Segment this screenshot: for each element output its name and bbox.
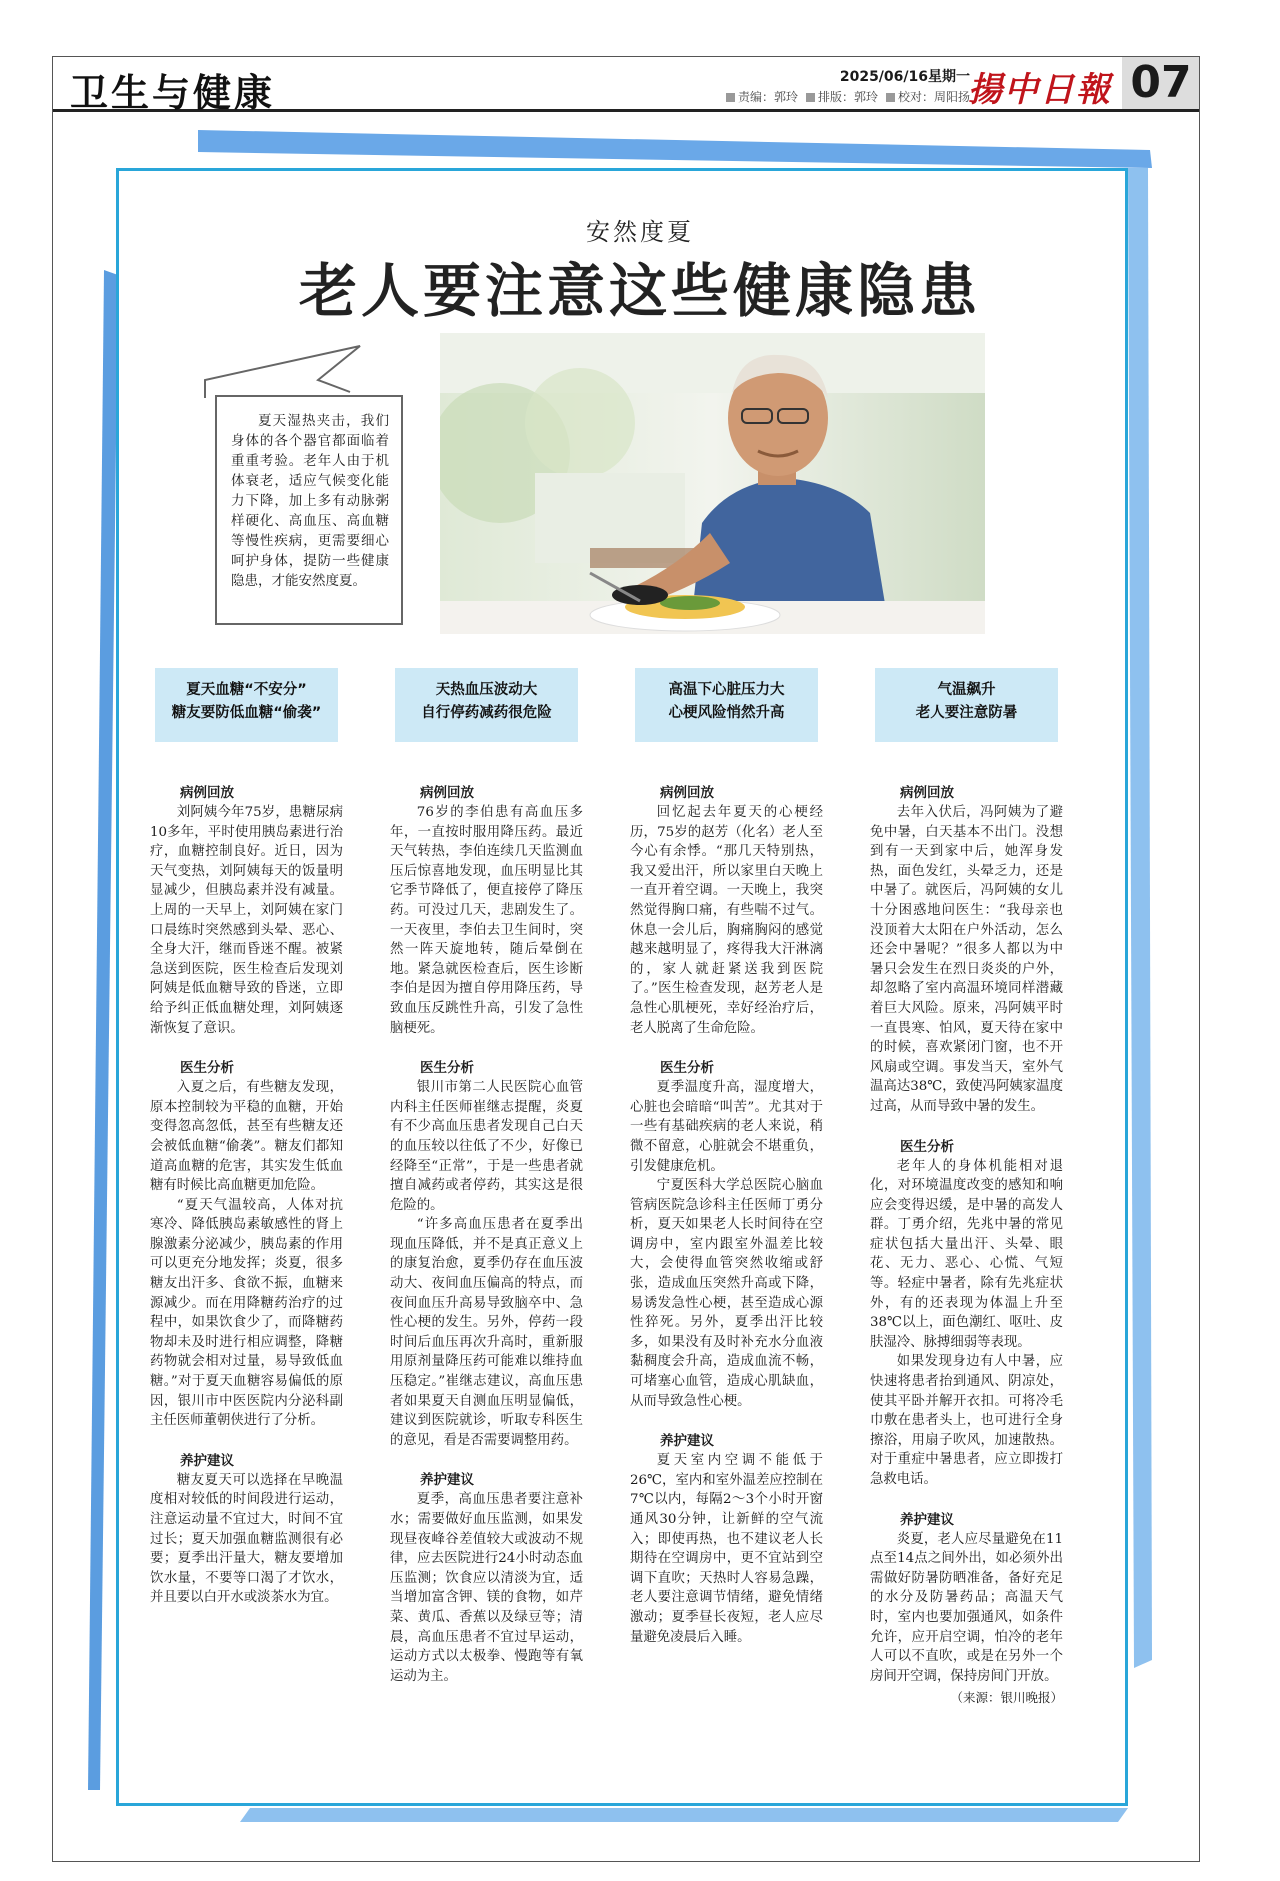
- col2-analysis-p2: “许多高血压患者在夏季出现血压降低，并不是真正意义上的康复治愈，夏季仍存在血压波动大、夜间血压偏高的特点，而夜间血压升高易导致脑卒中、急性心梗的发生。另外，停药一段时间后血压再次升高时，重新服用原剂量降压药可能难以维持血压稳定。”崔继志建议，高血压患者如果夏天自测血压明显偏低，建议到医院就诊，听取专科医生的意见，看是否需要调整用药。: [390, 1217, 583, 1448]
- col4-advice-p1: 炎夏，老人应尽量避免在11点至14点之间外出，如必须外出需做好防暑防晒准备，备好充足的水分及防暑药品；高温天气时，室内也要加强通风，如条件允许，应开启空调，怕冷的老年人可以不直吹，或是在另外一个房间开空调，保持房间门开放。: [870, 1531, 1063, 1684]
- subheading-2-line2: 自行停药减药很危险: [421, 705, 552, 721]
- col3-advice-heading: 养护建议: [660, 1433, 714, 1450]
- subheading-3: [635, 668, 818, 742]
- col4-analysis-p2: 如果发现身边有人中暑，应快速将患者抬到通风、阴凉处，使其平卧并解开衣扣。可将冷毛巾敷在患者头上，也可进行全身擦浴，用扇子吹风，加速散热。对于重症中暑患者，应立即拨打急救电话。: [870, 1354, 1063, 1487]
- article-source: （来源：银川晚报）: [950, 1690, 1063, 1706]
- col2-analysis-heading: 医生分析: [420, 1060, 474, 1077]
- col3-analysis-heading: 医生分析: [660, 1060, 714, 1077]
- article-photo: [440, 333, 985, 634]
- credit-layout: 排版：郭玲: [806, 90, 878, 104]
- col1-advice-heading: 养护建议: [180, 1452, 234, 1469]
- col3-case-p1: 回忆起去年夏天的心梗经历，75岁的赵芳（化名）老人至今心有余悸。“那几天特别热，我又爱出汗，所以家里白天晚上一直开着空调。一天晚上，我突然觉得胸口痛，有些喘不过气。休息一会儿后，胸痛胸闷的感觉越来越明显了，疼得我大汗淋漓的，家人就赶紧送我到医院了。”医生检查发现，赵芳老人是急性心肌梗死，幸好经治疗后，老人脱离了生命危险。: [630, 805, 823, 1036]
- subheading-4-line1: 气温飙升: [937, 682, 996, 698]
- column-3: [630, 783, 823, 1647]
- article-headline: 老人要注意这些健康隐患: [298, 257, 981, 325]
- subheading-1-line2: 糖友要防低血糖“偷袭”: [171, 705, 322, 721]
- column-2: [390, 783, 583, 1686]
- subheading-2-line1: 天热血压波动大: [435, 682, 538, 698]
- intro-text: 夏天湿热夹击，我们身体的各个器官都面临着重重考验。老年人由于机体衰老，适应气候变化能力下降，加上多有动脉粥样硬化、高血压、高血糖等慢性疾病，更需要细心呵护身体，提防一些健康隐患，才能安然度夏。: [231, 413, 389, 589]
- subheading-1-line1: 夏天血糖“不安分”: [186, 682, 307, 698]
- col2-advice-p1: 夏季，高血压患者要注意补水；需要做好血压监测，如果发现昼夜峰谷差值较大或波动不规律，应去医院进行24小时动态血压监测；饮食应以清淡为宜，适当增加富含钾、镁的食物，如芹菜、黄瓜、香蕉以及绿豆等；清晨，高血压患者不宜过早运动，运动方式以太极拳、慢跑等有氧运动为主。: [390, 1492, 583, 1684]
- column-4: [870, 783, 1063, 1708]
- col4-advice-heading: 养护建议: [900, 1511, 954, 1528]
- newspaper-logo: 揚中日報: [968, 70, 1112, 110]
- subheading-3-line1: 高温下心脏压力大: [668, 682, 785, 698]
- page-number: 07: [1122, 56, 1200, 109]
- issue-date: 2025/06/16星期一: [839, 69, 970, 85]
- col1-analysis-heading: 医生分析: [180, 1060, 234, 1077]
- col1-analysis-p1: 入夏之后，有些糖友发现，原本控制较为平稳的血糖，开始变得忽高忽低，甚至有些糖友还会被低血糖“偷袭”。糖友们都知道高血糖的危害，其实发生低血糖有时候比高血糖更加危险。: [150, 1080, 343, 1194]
- col1-advice-p1: 糖友夏天可以选择在早晚温度相对较低的时间段进行运动，注意运动量不宜过大，时间不宜过长；夏天加强血糖监测很有必要；夏季出汗量大，糖友要增加饮水量，不要等口渴了才饮水，并且要以白开水或淡茶水为宜。: [150, 1472, 343, 1606]
- col3-advice-p1: 夏天室内空调不能低于26℃，室内和室外温差应控制在7℃以内，每隔2～3个小时开窗通风30分钟，让新鲜的空气流入；即使再热，也不建议老人长期待在空调房中，更不宜站到空调下直吹；天热时人容易急躁，老人要注意调节情绪，避免情绪激动；夏季昼长夜短，老人应尽量避免凌晨后入睡。: [630, 1453, 823, 1645]
- col2-analysis-p1: 银川市第二人民医院心血管内科主任医师崔继志提醒，炎夏有不少高血压患者发现自己白天的血压较以往低了不少，好像已经降至“正常”，于是一些患者就擅自减药或者停药，其实这是很危险的。: [390, 1080, 583, 1213]
- col4-analysis-heading: 医生分析: [900, 1138, 954, 1155]
- intro-callout: [215, 395, 403, 625]
- col1-case-p1: 刘阿姨今年75岁，患糖尿病10多年，平时使用胰岛素进行治疗，血糖控制良好。近日，因为天气变热，刘阿姨每天的饭量明显减少，但胰岛素并没有减量。上周的一天早上，刘阿姨在家门口晨练时突然感到头晕、恶心、全身大汗，继而昏迷不醒。被紧急送到医院，医生检查后发现刘阿姨是低血糖导致的昏迷，立即给予纠正低血糖处理，刘阿姨逐渐恢复了意识。: [150, 805, 343, 1036]
- col4-analysis-p1: 老年人的身体机能相对退化，对环境温度改变的感知和响应会变得迟缓，是中暑的高发人群。丁勇介绍，先兆中暑的常见症状包括大量出汗、头晕、眼花、无力、恶心、心慌、气短等。轻症中暑者，除有先兆症状外，有的还表现为体温上升至38℃以上，面色潮红、呕吐、皮肤湿冷、脉搏细弱等表现。: [870, 1158, 1063, 1350]
- col2-case-p1: 76岁的李伯患有高血压多年，一直按时服用降压药。最近天气转热，李伯连续几天监测血压后惊喜地发现，血压明显比其它季节降低了，便直接停了降压药。可没过几天，悲剧发生了。一天夜里，李伯去卫生间时，突然一阵天旋地转，随后晕倒在地。紧急就医检查后，医生诊断李伯是因为擅自停用降压药，导致血压反跳性升高，引发了急性脑梗死。: [390, 805, 583, 1036]
- column-1: [150, 783, 343, 1608]
- col2-case-heading: 病例回放: [420, 785, 474, 801]
- subheading-2: [395, 668, 578, 742]
- section-title: 卫生与健康: [70, 71, 276, 115]
- elderly-man-eating-illustration: [440, 333, 985, 634]
- subheading-3-line2: 心梗风险悄然升高: [668, 705, 785, 721]
- col3-analysis-p1: 夏季温度升高，湿度增大，心脏也会暗暗“叫苦”。尤其对于一些有基础疾病的老人来说，稍微不留意，心脏就会不堪重负，引发健康危机。: [630, 1080, 823, 1174]
- col3-analysis-p2: 宁夏医科大学总医院心脑血管病医院急诊科主任医师丁勇分析，夏天如果老人长时间待在空调房中，室内跟室外温差比较大，会使得血管突然收缩或舒张，造成血压突然升高或下降，易诱发急性心梗，甚至造成心源性猝死。另外，夏季出汗比较多，如果没有及时补充水分血液黏稠度会升高，造成血流不畅，可堵塞心血管，造成心肌缺血，从而导致急性心梗。: [630, 1178, 823, 1409]
- subheading-4: [875, 668, 1058, 742]
- col3-case-heading: 病例回放: [660, 785, 714, 801]
- subheading-4-line2: 老人要注意防暑: [915, 705, 1018, 721]
- subheading-1: [155, 668, 338, 742]
- col1-analysis-p2: “夏天气温较高，人体对抗寒冷、降低胰岛素敏感性的肾上腺激素分泌减少，胰岛素的作用可以更充分地发挥；炎夏，很多糖友出汗多、食欲不振，血糖来源减少。而在用降糖药治疗的过程中，如果饮食少了，而降糖药物却未及时进行相应调整，降糖药物就会相对过量，易导致低血糖。”对于夏天血糖容易偏低的原因，银川市中医医院内分泌科副主任医师董朝侠进行了分析。: [150, 1197, 343, 1429]
- col4-case-p1: 去年入伏后，冯阿姨为了避免中暑，白天基本不出门。没想到有一天到家中后，她浑身发热，面色发红，头晕乏力，还是中暑了。就医后，冯阿姨的女儿十分困惑地问医生：“我母亲也没顶着大太阳在户外活动，怎么还会中暑呢？”很多人都以为中暑只会发生在烈日炎炎的户外，却忽略了室内高温环境同样潜藏着巨大风险。原来，冯阿姨平时一直畏寒、怕风，夏天待在家中的时候，喜欢紧闭门窗，也不开风扇或空调。事发当天，室外气温高达38℃，致使冯阿姨家温度过高，从而导致中暑的发生。: [870, 805, 1063, 1114]
- col2-advice-heading: 养护建议: [420, 1472, 474, 1489]
- credit-proof: 校对：周阳扬: [886, 90, 970, 104]
- col4-case-heading: 病例回放: [900, 785, 954, 801]
- credit-editor: 责编：郭玲: [726, 90, 798, 104]
- article-kicker: 安然度夏: [586, 218, 694, 246]
- col1-case-heading: 病例回放: [180, 785, 234, 801]
